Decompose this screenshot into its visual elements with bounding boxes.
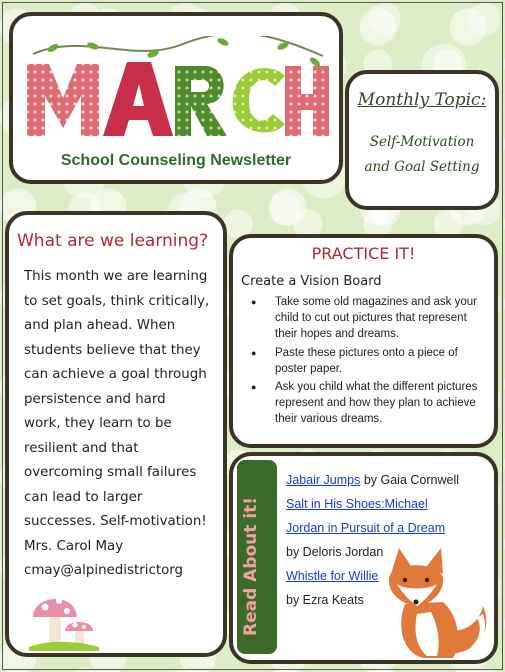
practice-list [247,294,491,430]
list-item: ● Take some old magazines and ask your child to cut out pictures that represent their hopes and dreams. [247,294,491,343]
title-panel [9,12,343,184]
practice-panel [229,234,498,448]
book-3-link[interactable]: Whistle for Willie [286,569,379,583]
march-title-art [23,36,333,146]
learning-heading: What are we learning? [17,231,209,251]
learning-line: persistence and hard [24,391,166,407]
learning-line: to set goals, think critically, [24,293,210,309]
monthly-topic-text [355,130,489,180]
learning-line: students believe that they [24,342,201,358]
book-2-title-b [286,516,496,540]
contact-name: Mrs. Carol May [24,538,124,554]
learning-line: can lead to larger [24,489,143,505]
book-1-link[interactable]: Jabair Jumps [286,473,361,487]
learning-line: work, they learn to be [24,416,172,431]
reading-label: Read About it! [241,496,261,636]
fox-illustration [383,544,495,662]
newsletter-title: School Counseling Newsletter [60,152,292,169]
book-2-author: by Deloris Jordan [286,545,384,559]
learning-line: overcoming small failures [24,465,197,480]
learning-line: This month we are learning [24,269,208,284]
reading-panel [229,452,498,664]
learning-line: successes. Self-motivation! [24,514,207,529]
learning-panel [5,211,227,657]
learning-line: can achieve a goal through [24,367,207,382]
learning-line: and plan ahead. When [24,318,176,333]
list-item: ● Ask you child what the different pictures represent and how they plan to achieve their various dreams. [247,379,491,428]
book-3-author: by Ezra Keats [286,593,364,607]
book-1 [286,468,496,492]
list-item: ● Paste these pictures onto a piece of poster paper. [247,345,491,377]
monthly-topic-panel [345,70,499,210]
learning-text [24,265,220,584]
monthly-topic-heading: Monthly Topic: [357,90,487,110]
learning-line: resilient and that [24,440,139,456]
contact-email: cmay@alpinedistrictorg [24,563,184,578]
practice-heading: PRACTICE IT! [311,244,416,263]
topic-line-1: Self-Motivation [369,134,475,150]
book-2-title-a [286,492,496,516]
practice-subheading: Create a Vision Board [241,274,382,289]
book-2-link-a[interactable]: Salt in His Shoes:Michael [286,497,428,511]
book-1-author: by Gaia Cornwell [360,473,459,487]
topic-line-2: and Goal Setting [364,159,480,175]
mushroom-illustration [29,587,99,651]
book-2-link-b[interactable]: Jordan in Pursuit of a Dream [286,521,446,535]
